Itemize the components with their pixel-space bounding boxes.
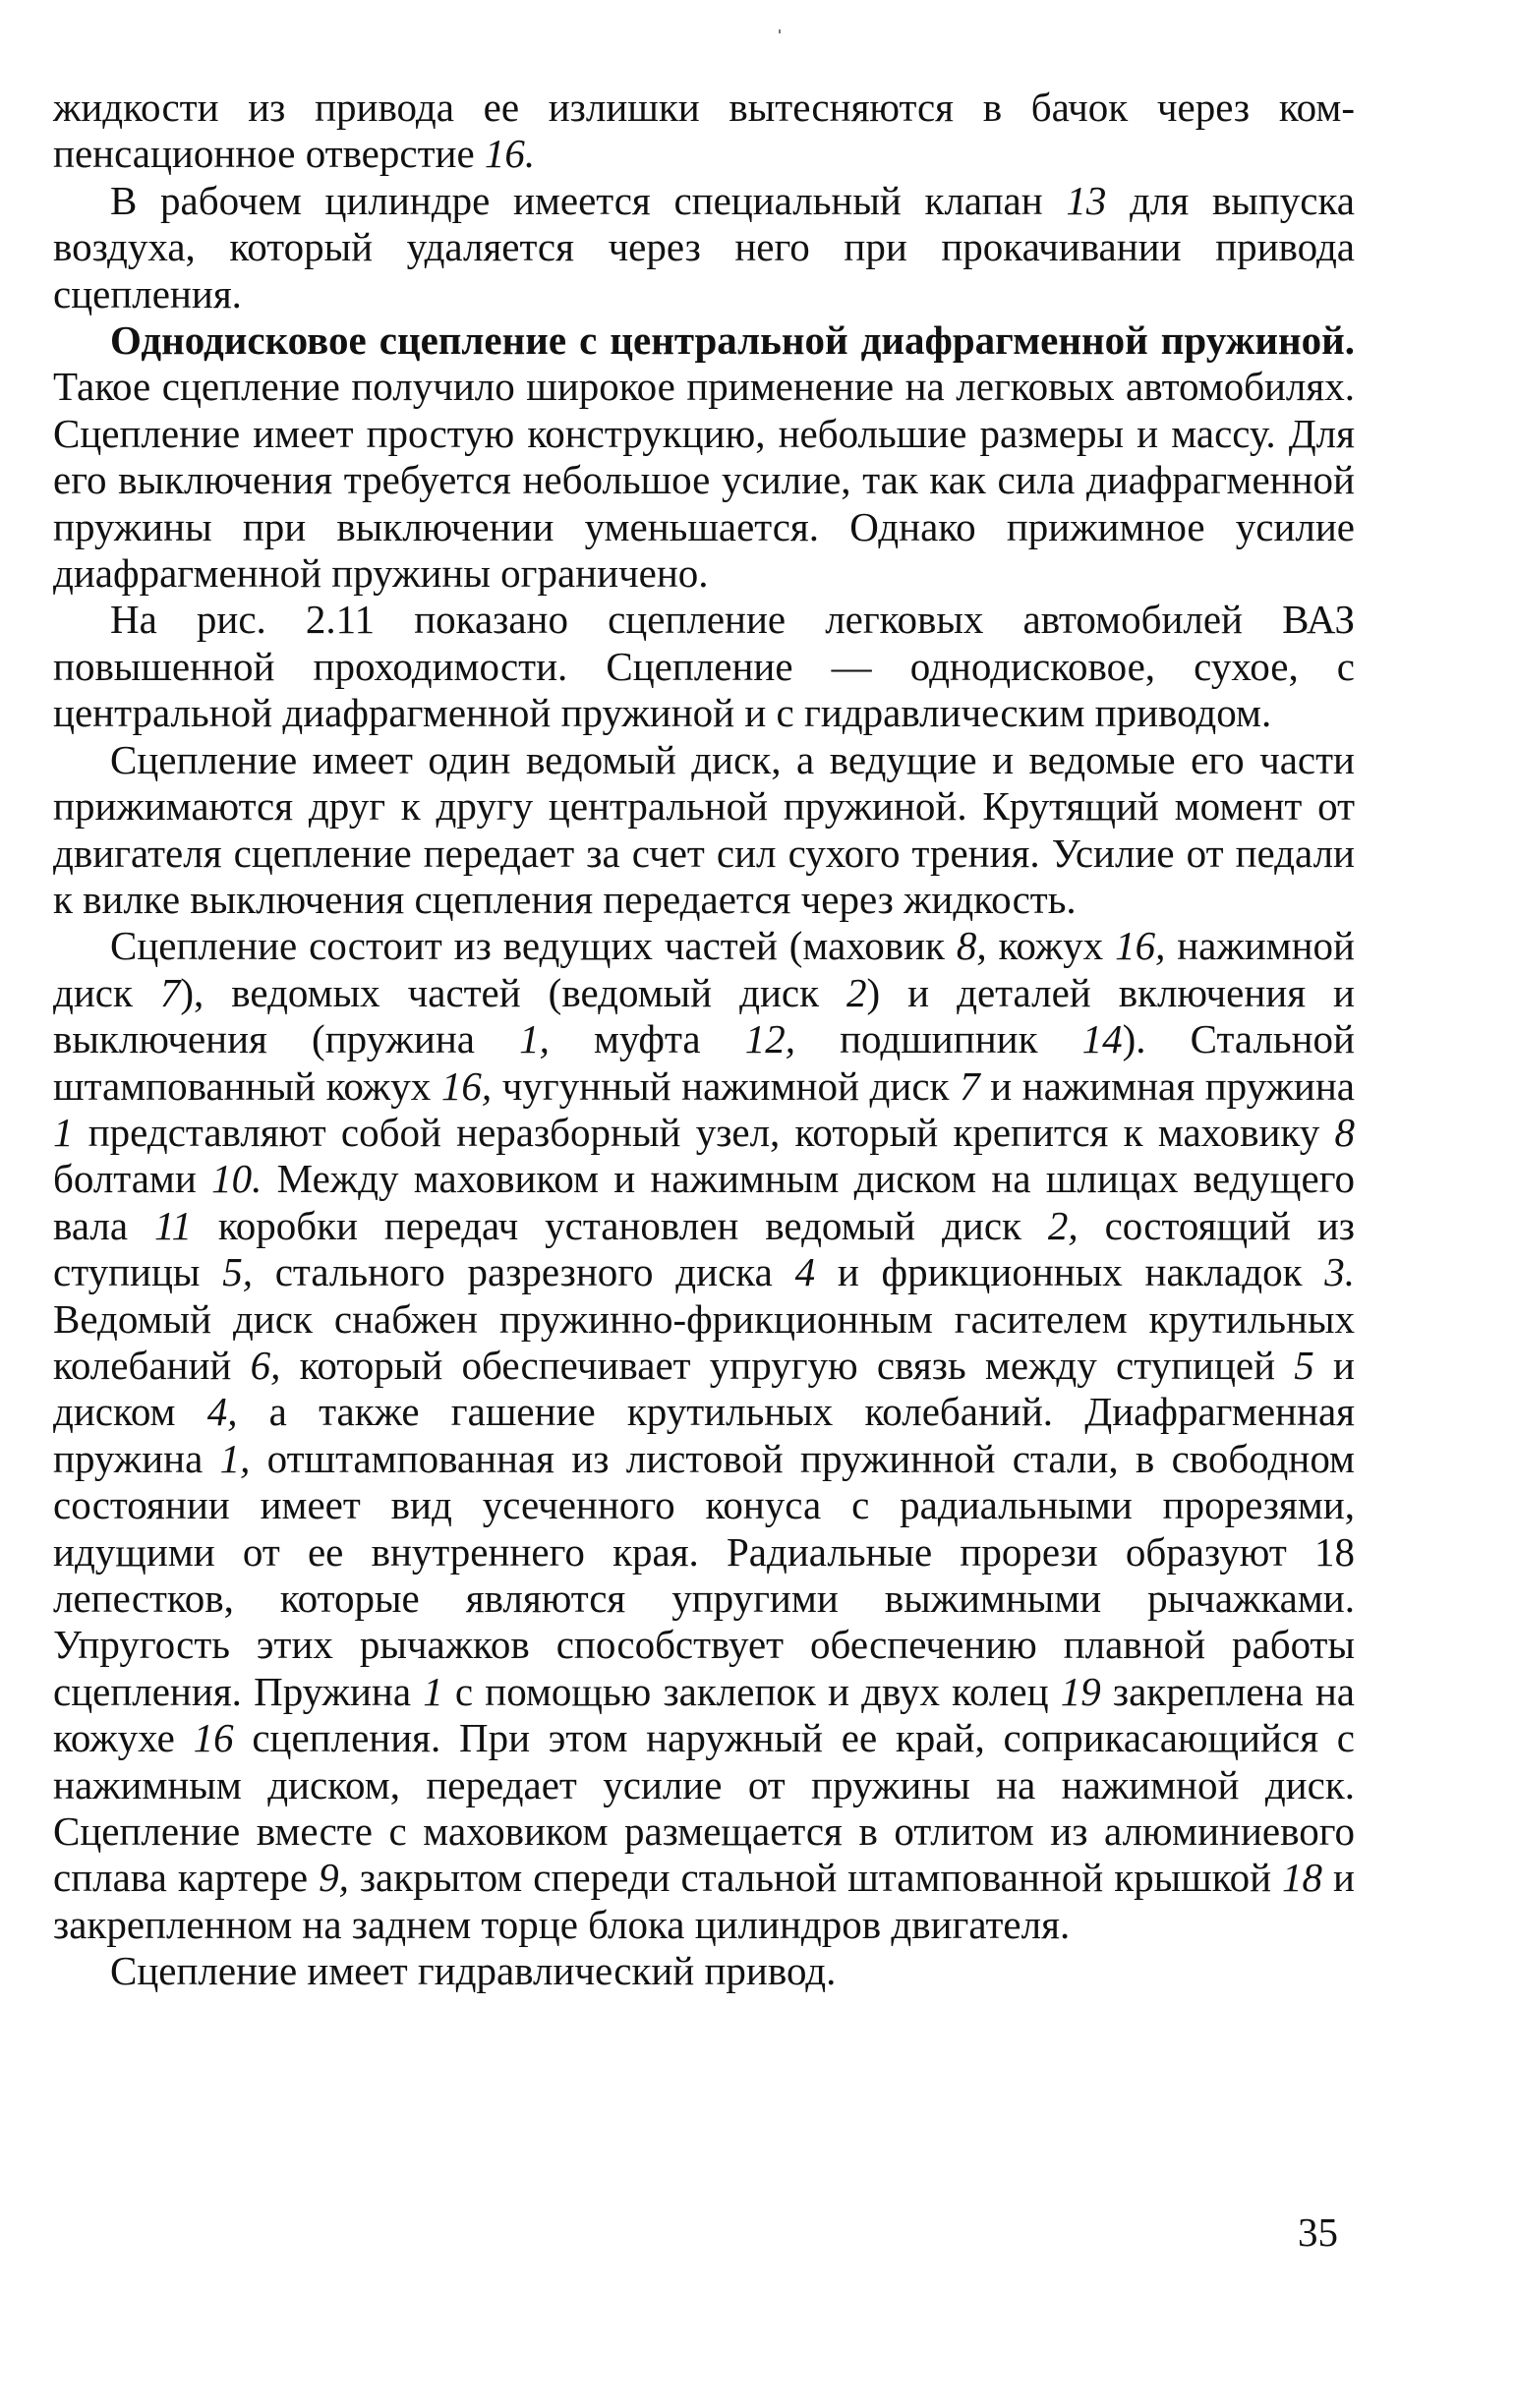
text-run: жидкости из привода ее излишки вытесняются в бачок через компенсационное отверстие — [53, 85, 1355, 177]
paragraph-composition — [53, 923, 1355, 1948]
reference-number: 4, — [206, 1389, 238, 1435]
text-run: Сцепление имеет гидравлический привод. — [110, 1948, 837, 1994]
reference-number: 13 — [1066, 177, 1107, 223]
text-run: который обеспечивает упругую связь между ступицей — [280, 1342, 1295, 1388]
text-run: и нажимная пружина — [979, 1062, 1356, 1109]
text-run: болтами — [53, 1156, 212, 1202]
reference-number: 16, — [440, 1062, 493, 1109]
text-run: для выпуска воздуха, который удаляется через него при прокачивании привода сцепления. — [53, 177, 1355, 316]
reference-number: 18 — [1282, 1855, 1323, 1901]
reference-number: 16, — [1115, 923, 1166, 969]
text-run: состоящий из ступицы — [53, 1202, 1355, 1295]
text-run: закрытом спереди стальной штампованной крышкой — [348, 1855, 1283, 1901]
text-run: В рабочем цилиндре имеется специальный клапан — [110, 177, 1067, 223]
reference-number: 2, — [1047, 1202, 1079, 1248]
text-run: сцепления. При этом наружный ее край, соприкасающийся с нажимным диском, передает усилие от пружины на нажимной диск. Сцепление вместе с маховиком размещается в отлитом из алюминиевого сплава картере — [53, 1715, 1355, 1901]
text-run: ) и деталей включения и выключения (пружина — [53, 969, 1355, 1062]
text-run: муфта — [549, 1016, 745, 1062]
text-run: кожух — [986, 923, 1116, 969]
reference-number: 11 — [153, 1202, 192, 1248]
paragraph-compensation — [53, 85, 1355, 178]
reference-number: 4 — [794, 1249, 816, 1295]
text-run: ), ведомых частей (ведомый диск — [180, 969, 847, 1015]
reference-number: 1 — [53, 1109, 74, 1155]
reference-number: 9, — [319, 1855, 349, 1901]
reference-number: 2 — [846, 969, 867, 1015]
text-run: стального разрезного диска — [252, 1249, 795, 1295]
bold-heading-text: Однодисковое сцепление с центральной диафрагменной пружиной. — [110, 317, 1355, 364]
text-run: Между маховиком и нажимным диском на шлицах ведущего вала — [53, 1156, 1355, 1248]
text-run: отштампованная из листовой пружинной стали, в свободном состоянии имеет вид усеченного конуса с радиальными прорезями, идущими от ее внутреннего края. Радиальные прорези образуют 18 лепестков, которые являются упругими выжимными рычажками. Упругость этих рычажков способствует обеспечению плавной работы сцепления. Пружина — [53, 1435, 1355, 1714]
text-run: и фрикционных накладок — [815, 1249, 1325, 1295]
reference-number: 8, — [956, 923, 987, 969]
reference-number: 1, — [219, 1435, 251, 1481]
reference-number: 19 — [1060, 1668, 1101, 1714]
text-run: чугунный нажимной диск — [492, 1062, 961, 1109]
page-body — [53, 85, 1355, 1995]
text-run: а также гашение крутильных колебаний. Диафрагменная пружина — [53, 1389, 1355, 1481]
reference-number: 10. — [211, 1156, 262, 1202]
text-run: и диском — [53, 1342, 1355, 1435]
reference-number: 1, — [519, 1016, 550, 1062]
paragraph-driven-disc — [53, 737, 1355, 924]
text-run: подшипник — [794, 1016, 1082, 1062]
text-run: На рис. 2.11 показано сцепление легковых автомобилей ВАЗ повышенной проходимости. Сцепление — однодисковое, сухое, с центральной диафрагменной пружиной и с гидравлическим приводом. — [53, 597, 1355, 736]
reference-number: 14 — [1081, 1016, 1123, 1062]
reference-number: 3. — [1324, 1249, 1355, 1295]
text-run: Сцепление имеет один ведомый диск, а ведущие и ведомые его части прижимаются друг к другу центральной пружиной. Крутящий момент от двигателя сцепление передает за счет сил сухого трения. Усилие от педали к вилке выключения сцепления передается через жидкость. — [53, 736, 1355, 922]
reference-number: 8 — [1334, 1109, 1355, 1155]
text-run: представляют собой неразборный узел, который крепится к маховику — [73, 1109, 1335, 1155]
text-run: Такое сцепление получило широкое применение на легковых автомобилях. Сцепление имеет простую конструкцию, небольшие размеры и массу. Для его выключения требуется небольшое усилие, так как сила диафрагменной пружины при выключении уменьшается. Однако прижимное усилие диафрагменной пружины ограничено. — [53, 364, 1355, 597]
text-run: коробки передач установлен ведомый диск — [191, 1202, 1048, 1248]
reference-number: 7 — [960, 1062, 980, 1109]
page-number: 35 — [1298, 2209, 1338, 2255]
text-run: нажимной диск — [53, 923, 1355, 1015]
text-run: ). Стальной штампованный кожух — [53, 1016, 1355, 1109]
paragraph-bleed-valve — [53, 178, 1355, 317]
text-run: и закрепленном на заднем торце блока цилиндров двигателя. — [53, 1855, 1355, 1947]
paragraph-hydraulic-drive — [53, 1948, 1355, 1994]
reference-number: 16. — [484, 131, 536, 177]
reference-number: 16 — [193, 1715, 234, 1761]
paragraph-figure-ref — [53, 597, 1355, 736]
reference-number: 7 — [159, 969, 181, 1015]
scan-speck — [779, 29, 781, 33]
reference-number: 12, — [744, 1016, 795, 1062]
text-run: Сцепление состоит из ведущих частей (маховик — [110, 923, 957, 969]
reference-number: 5, — [222, 1249, 253, 1295]
text-run: Ведомый диск снабжен пружинно-фрикционным гасителем крутильных колебаний — [53, 1295, 1355, 1388]
paragraph-diaphragm-intro — [53, 317, 1355, 597]
reference-number: 5 — [1294, 1342, 1314, 1388]
text-run: с помощью заклепок и двух колец — [442, 1668, 1061, 1714]
reference-number: 1 — [423, 1668, 443, 1714]
reference-number: 6, — [250, 1342, 281, 1388]
text-run: закреплена на кожухе — [53, 1668, 1355, 1761]
